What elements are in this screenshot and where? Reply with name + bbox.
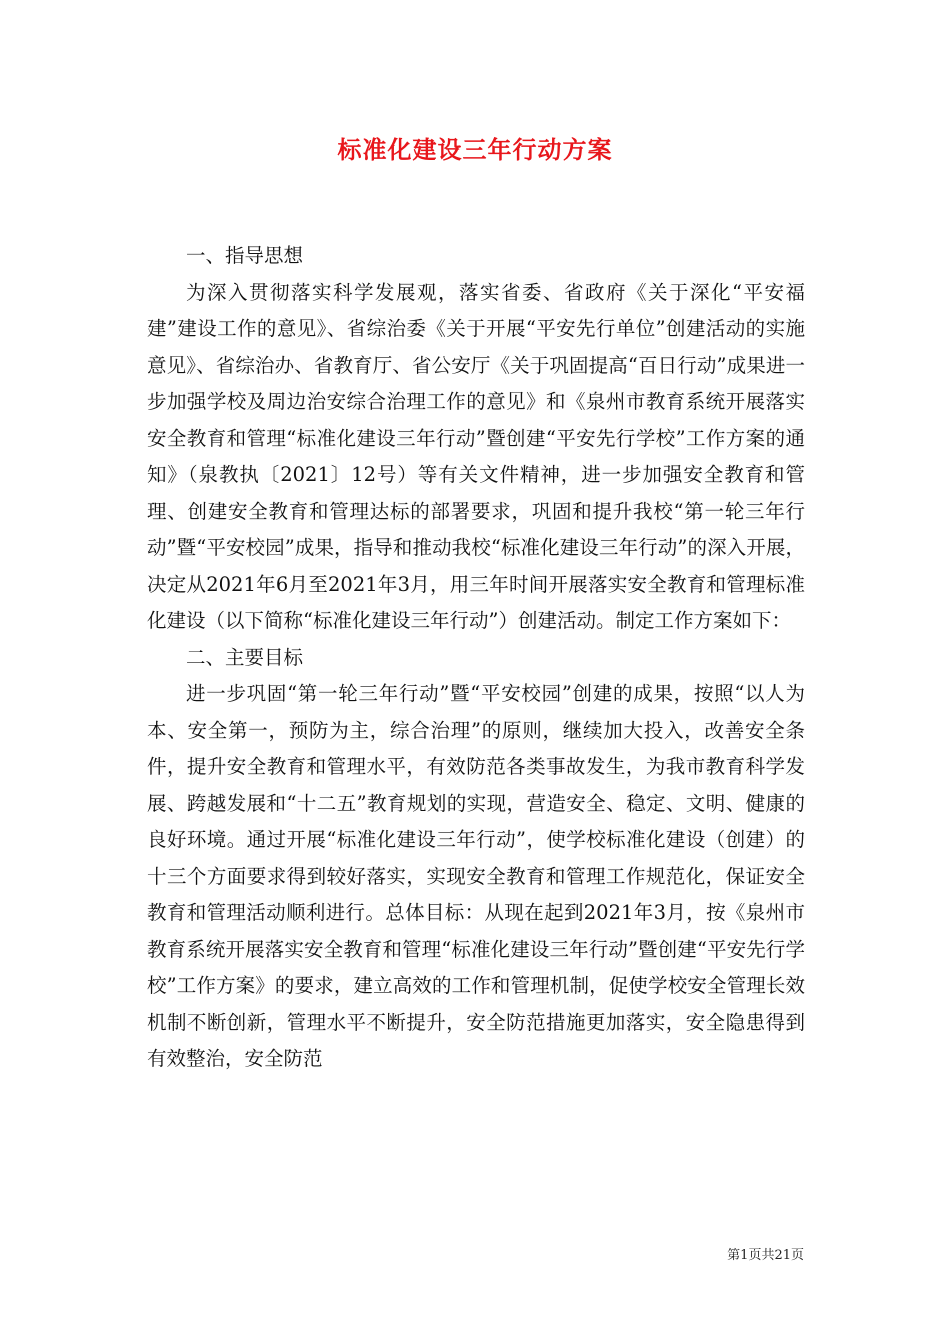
section-heading-main-goals: 二、主要目标 <box>186 645 304 669</box>
section-heading-guiding-ideology: 一、指导思想 <box>186 244 304 267</box>
section-paragraph-guiding-ideology: 为深入贯彻落实科学发展观，落实省委、省政府《关于深化“平安福建”建设工作的意见》、省综治委《关于开展“平安先行单位”创建活动的实施意见》、省综治办、省教育厅、省公安厅《关于巩固提高“百日行动”成果进一步加强学校及周边治安综合治理工作的意见》和《泉州市教育系统开展落实安全教育和管理“标准化建设三年行动”暨创建“平安先行学校”工作方案的通知》（泉教执〔2021〕12号）等有关文件精神，进一步加强安全教育和管理、创建安全教育和管理达标的部署要求，巩固和提升我校“第一轮三年行动”暨“平安校园”成果，指导和推动我校“标准化建设三年行动”的深入开展，决定从2021年6月至2021年3月，用三年时间开展落实安全教育和管理标准化建设（以下简称“标准化建设三年行动”）创建活动。制定工作方案如下： <box>147 280 805 632</box>
document-title: 标准化建设三年行动方案 <box>337 135 613 164</box>
document-body <box>147 238 805 1078</box>
page-number-footer: 第1页共21页 <box>727 1248 804 1263</box>
section-paragraph-main-goals: 进一步巩固“第一轮三年行动”暨“平安校园”创建的成果，按照“以人为本、安全第一，预防为主，综合治理”的原则，继续加大投入，改善安全条件，提升安全教育和管理水平，有效防范各类事故发生，为我市教育科学发展、跨越发展和“十二五”教育规划的实现，营造安全、稳定、文明、健康的良好环境。通过开展“标准化建设三年行动”，使学校标准化建设（创建）的十三个方面要求得到较好落实，实现安全教育和管理工作规范化，保证安全教育和管理活动顺利进行。总体目标：从现在起到2021年3月，按《泉州市教育系统开展落实安全教育和管理“标准化建设三年行动”暨创建“平安先行学校”工作方案》的要求，建立高效的工作和管理机制，促使学校安全管理长效机制不断创新，管理水平不断提升，安全防范措施更加落实，安全隐患得到有效整治，安全防范 <box>147 682 805 1070</box>
